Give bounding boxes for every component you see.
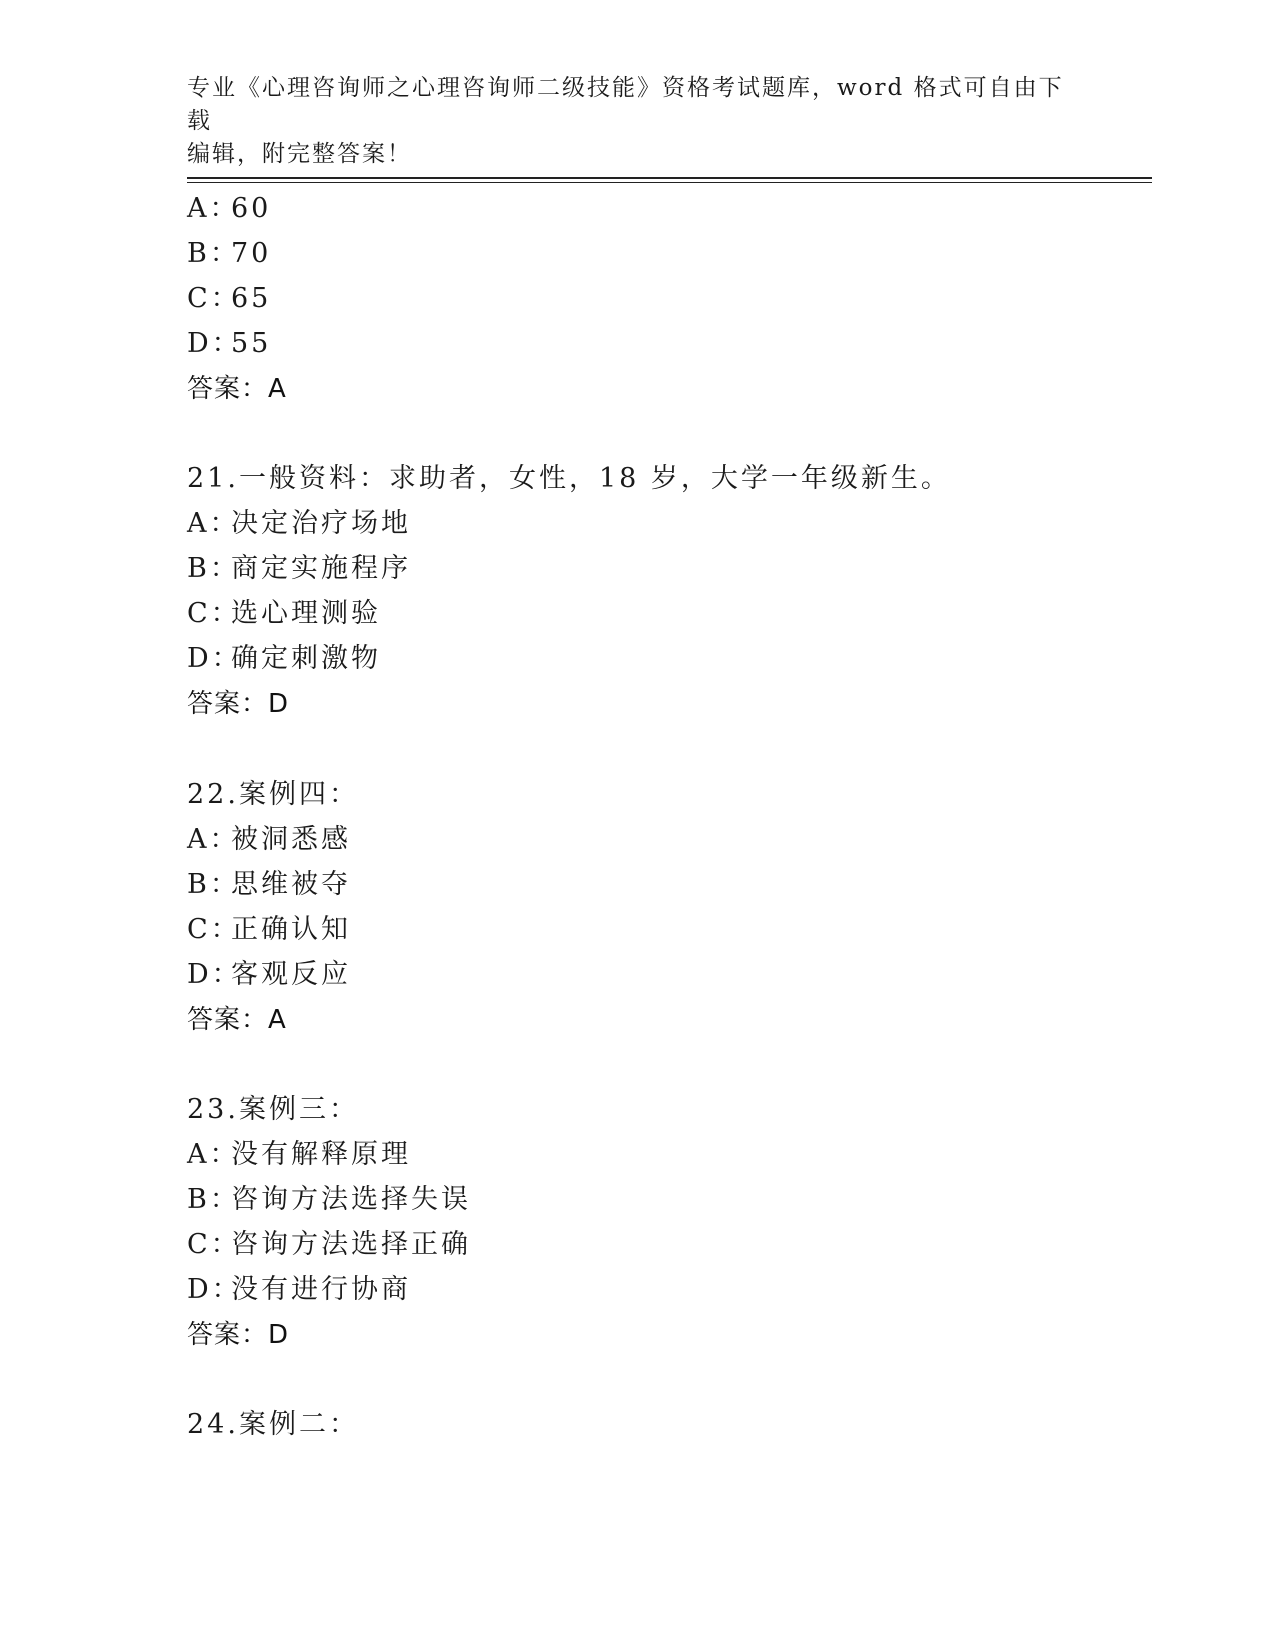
header-divider-thin <box>187 182 1152 183</box>
q21-answer: 答案：D <box>187 689 290 719</box>
q21-option-d: D：确定刺激物 <box>187 643 381 674</box>
q21-option-b: B：商定实施程序 <box>187 553 411 584</box>
document-header <box>187 72 1067 171</box>
q23-answer: 答案：D <box>187 1320 290 1350</box>
q22-option-d: D：客观反应 <box>187 959 351 990</box>
q23-option-d: D：没有进行协商 <box>187 1274 411 1305</box>
q21-option-a: A：决定治疗场地 <box>187 508 411 539</box>
q21-stem: 21.一般资料：求助者，女性，18 岁，大学一年级新生。 <box>187 463 951 494</box>
q22-answer: 答案：A <box>187 1005 287 1035</box>
prev-option-c: C：65 <box>187 283 272 314</box>
header-line-2: 编辑，附完整答案！ <box>187 141 412 167</box>
q22-option-a: A：被洞悉感 <box>187 824 351 855</box>
q23-option-b: B：咨询方法选择失误 <box>187 1184 471 1215</box>
prev-option-d: D：55 <box>187 328 272 359</box>
prev-option-a: A：60 <box>187 193 272 224</box>
q22-stem: 22.案例四： <box>187 779 359 810</box>
q22-option-b: B：思维被夺 <box>187 869 351 900</box>
q23-option-c: C：咨询方法选择正确 <box>187 1229 471 1260</box>
header-divider-thick <box>187 177 1152 179</box>
header-line-1: 专业《心理咨询师之心理咨询师二级技能》资格考试题库，word 格式可自由下载 <box>187 75 1064 134</box>
q21-option-c: C：选心理测验 <box>187 598 381 629</box>
q24-stem: 24.案例二： <box>187 1409 359 1440</box>
prev-option-b: B：70 <box>187 238 272 269</box>
prev-answer: 答案：A <box>187 374 287 404</box>
q23-stem: 23.案例三： <box>187 1094 359 1125</box>
q23-option-a: A：没有解释原理 <box>187 1139 411 1170</box>
q22-option-c: C：正确认知 <box>187 914 351 945</box>
